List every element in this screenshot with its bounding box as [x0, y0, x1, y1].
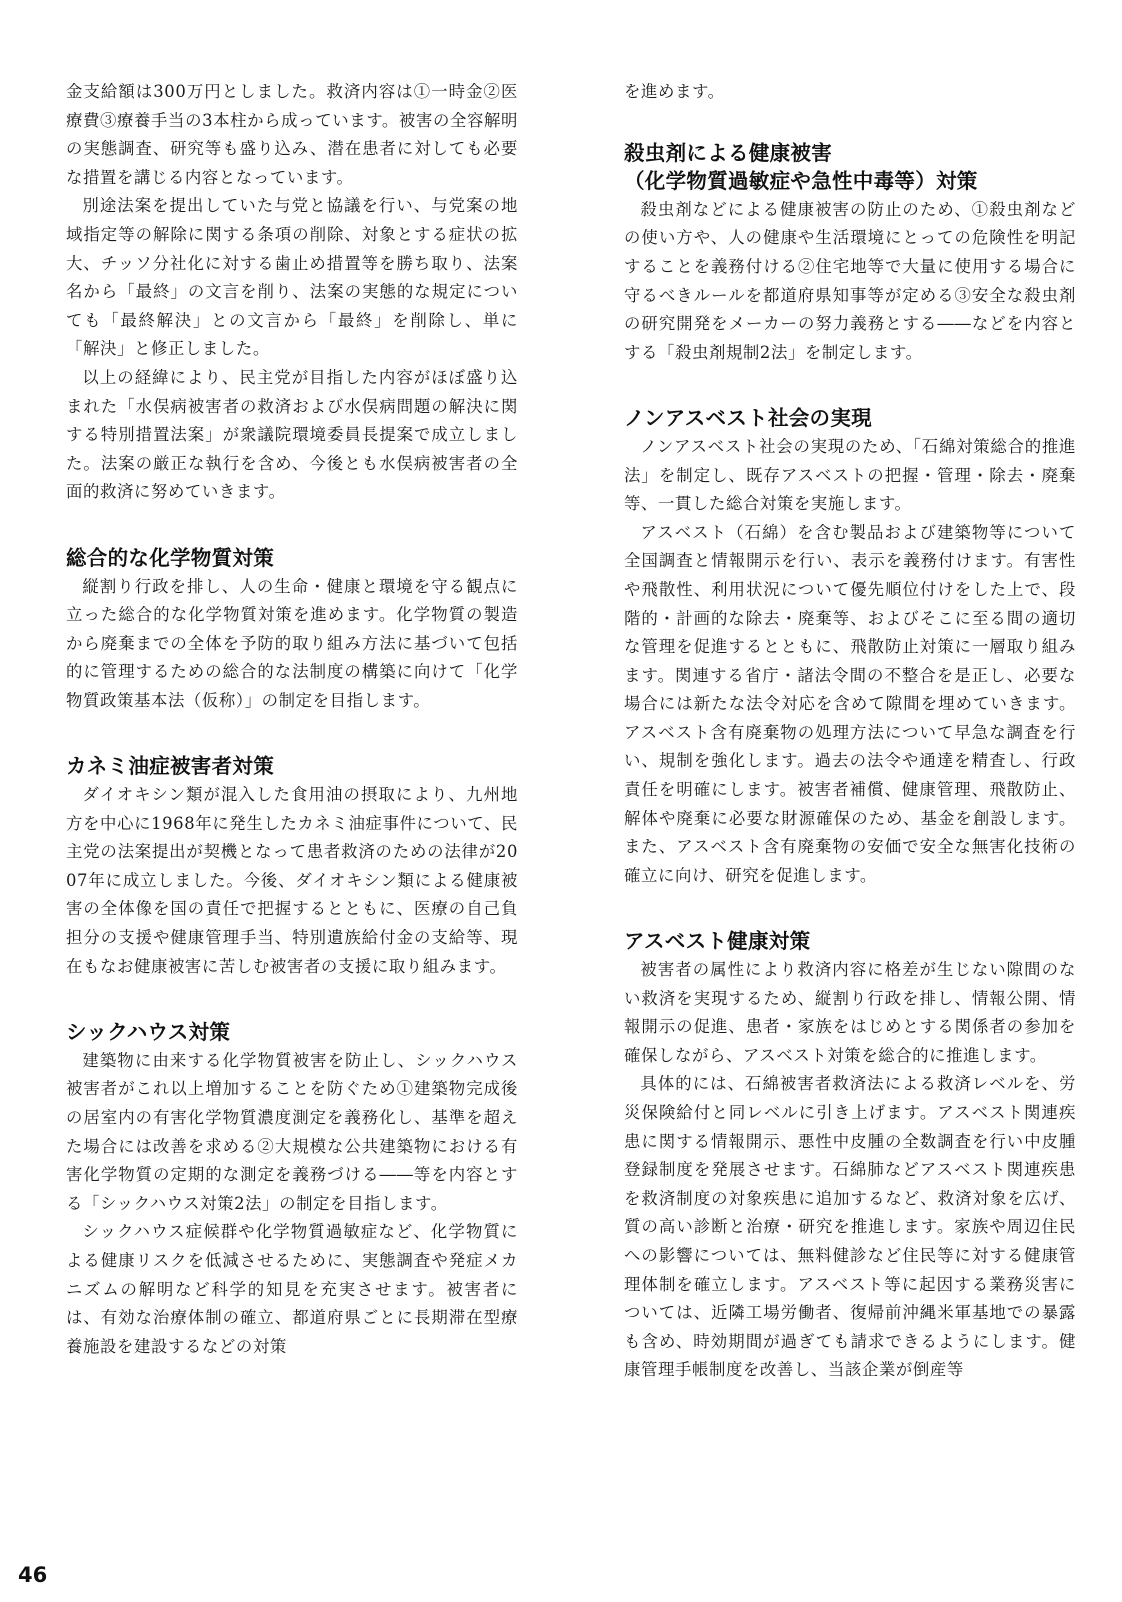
paragraph: 縦割り行政を排し、人の生命・健康と環境を守る観点に立った総合的な化学物質対策を進めます。化学物質の製造から廃棄までの全体を予防的取り組み方法に基づいて包括的に管理するための総合的な法制度の構築に向けて「化学物質政策基本法（仮称）」の制定を目指します。 — [66, 576, 518, 710]
section-heading-subtitle: （化学物質過敏症や急性中毒等）対策 — [624, 169, 978, 194]
paragraph: を進めます。 — [624, 82, 725, 101]
section-heading: アスベスト健康対策 — [624, 929, 811, 954]
section-heading: 総合的な化学物質対策 — [66, 545, 274, 570]
section-heading: カネミ油症被害者対策 — [66, 754, 274, 779]
paragraph: ダイオキシン類が混入した食用油の摂取により、九州地方を中心に1968年に発生したカネミ油症事件について、民主党の法案提出が契機となって患者救済のための法律が2007年に成立しました。今後、ダイオキシン類による健康被害の全体像を国の責任で把握するとともに、医療の自己負担分の支援や健康管理手当、特別遺族給付金の支給等、現在もなお健康被害に苦しむ被害者の支援に取り組みます。 — [66, 785, 518, 976]
paragraph: 建築物に由来する化学物質被害を防止し、シックハウス被害者がこれ以上増加することを防ぐため①建築物完成後の居室内の有害化学物質濃度測定を義務化し、基準を超えた場合には改善を求める②大規模な公共建築物における有害化学物質の定期的な測定を義務づける――等を内容とする「シックハウス対策2法」の制定を目指します。 — [66, 1050, 518, 1213]
page-number: 46 — [18, 1563, 48, 1587]
section-heading: シックハウス対策 — [66, 1020, 231, 1045]
paragraph: 以上の経緯により、民主党が目指した内容がほぼ盛り込まれた「水俣病被害者の救済および水俣病問題の解決に関する特別措置法案」が衆議院環境委員長提案で成立しました。法案の厳正な執行を含め、今後とも水俣病被害者の全面的救済に努めていきます。 — [66, 367, 518, 502]
section-heading: 殺虫剤による健康被害 — [624, 140, 832, 165]
section-heading: ノンアスベスト社会の実現 — [624, 406, 872, 431]
paragraph: ノンアスベスト社会の実現のため、「石綿対策総合的推進法」を制定し、既存アスベストの把握・管理・除去・廃棄等、一貫した総合対策を実施します。 — [624, 436, 1076, 514]
paragraph: アスベスト（石綿）を含む製品および建築物等について全国調査と情報開示を行い、表示を義務付けます。有害性や飛散性、利用状況について優先順位付けをした上で、段階的・計画的な除去・廃棄等、およびそこに至る間の適切な管理を促進するとともに、飛散防止対策に一層取り組みます。関連する省庁・諸法令間の不整合を是正し、必要な場合には新たな法令対応を含めて隙間を埋めていきます。アスベスト含有廃棄物の処理方法について早急な調査を行い、規制を強化します。過去の法令や通達を精査し、行政責任を明確にします。被害者補償、健康管理、飛散防止、解体や廃棄に必要な財源確保のため、基金を創設します。また、アスベスト含有廃棄物の安価で安全な無害化技術の確立に向け、研究を促進します。 — [624, 522, 1076, 885]
paragraph: 別途法案を提出していた与党と協議を行い、与党案の地域指定等の解除に関する条項の削除、対象とする症状の拡大、チッソ分社化に対する歯止め措置等を勝ち取り、法案名から「最終」の文言を削り、法案の実態的な規定についても「最終解決」との文言から「最終」を削除し、単に「解決」と修正しました。 — [66, 196, 518, 359]
paragraph: 被害者の属性により救済内容に格差が生じない隙間のない救済を実現するため、縦割り行政を排し、情報公開、情報開示の促進、患者・家族をはじめとする関係者の参加を確保しながら、アスベスト対策を総合的に推進します。 — [624, 960, 1076, 1065]
paragraph: シックハウス症候群や化学物質過敏症など、化学物質による健康リスクを低減させるために、実態調査や発症メカニズムの解明など科学的知見を充実させます。被害者には、有効な治療体制の確立、都道府県ごとに長期滞在型療養施設を建設するなどの対策 — [66, 1222, 518, 1356]
paragraph: 金支給額は300万円としました。救済内容は①一時金②医療費③療養手当の3本柱から成っています。被害の全容解明の実態調査、研究等も盛り込み、潜在患者に対しても必要な措置を講じる内容となっています。 — [66, 82, 518, 187]
paragraph: 殺虫剤などによる健康被害の防止のため、①殺虫剤などの使い方や、人の健康や生活環境にとっての危険性を明記することを義務付ける②住宅地等で大量に使用する場合に守るべきルールを都道府県知事等が定める③安全な殺虫剤の研究開発をメーカーの努力義務とする――などを内容とする「殺虫剤規制2法」を制定します。 — [624, 199, 1076, 362]
right-column — [624, 78, 1076, 1385]
left-column — [66, 78, 518, 1361]
paragraph: 具体的には、石綿被害者救済法による救済レベルを、労災保険給付と同レベルに引き上げます。アスベスト関連疾患に関する情報開示、悪性中皮腫の全数調査を行い中皮腫登録制度を発展させます。石綿肺などアスベスト関連疾患を救済制度の対象疾患に追加するなど、救済対象を広げ、質の高い診断と治療・研究を推進します。家族や周辺住民への影響については、無料健診など住民等に対する健康管理体制を確立します。アスベスト等に起因する業務災害については、近隣工場労働者、復帰前沖縄米軍基地での暴露も含め、時効期間が過ぎても請求できるようにします。健康管理手帳制度を改善し、当該企業が倒産等 — [624, 1074, 1076, 1380]
